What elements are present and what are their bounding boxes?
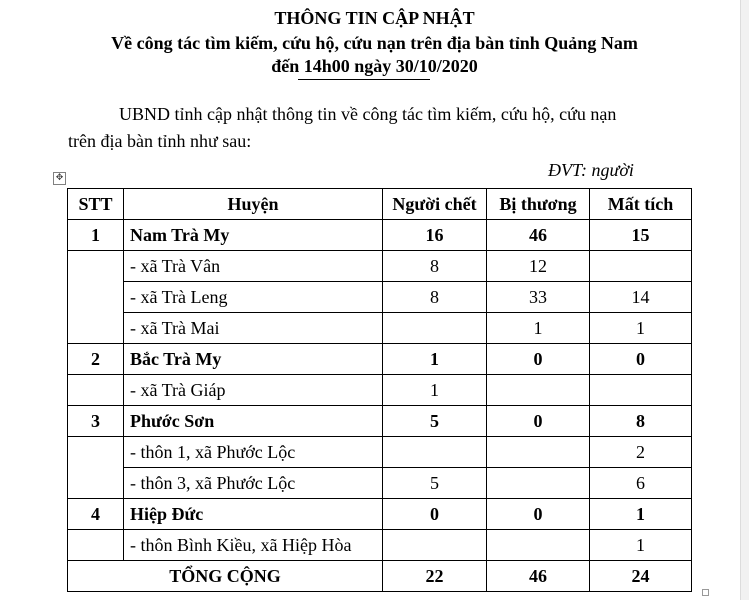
table-row xyxy=(68,468,692,499)
district-cell: Nam Trà My xyxy=(124,220,383,251)
injured-cell: 46 xyxy=(487,220,590,251)
missing-cell: 14 xyxy=(590,282,692,313)
stt-cell xyxy=(68,437,124,468)
district-cell: - thôn 1, xã Phước Lộc xyxy=(124,437,383,468)
district-cell: - xã Trà Mai xyxy=(124,313,383,344)
injured-cell: 0 xyxy=(487,406,590,437)
stt-cell xyxy=(68,313,124,344)
injured-cell xyxy=(487,375,590,406)
district-cell: - xã Trà Vân xyxy=(124,251,383,282)
stt-cell xyxy=(68,282,124,313)
total-row xyxy=(68,561,692,592)
total-injured: 46 xyxy=(487,561,590,592)
district-cell: Hiệp Đức xyxy=(124,499,383,530)
doc-subtitle: Về công tác tìm kiếm, cứu hộ, cứu nạn trên địa bàn tỉnh Quảng Nam xyxy=(111,33,638,53)
missing-cell: 15 xyxy=(590,220,692,251)
deaths-cell: 1 xyxy=(383,375,487,406)
table-row xyxy=(68,530,692,561)
deaths-cell: 8 xyxy=(383,251,487,282)
table-row xyxy=(68,375,692,406)
stt-cell xyxy=(68,375,124,406)
header-deaths: Người chết xyxy=(383,189,487,220)
casualty-table xyxy=(67,188,692,592)
total-deaths: 22 xyxy=(383,561,487,592)
unit-label: ĐVT: người xyxy=(548,160,634,180)
deaths-cell: 1 xyxy=(383,344,487,375)
deaths-cell: 5 xyxy=(383,468,487,499)
district-cell: - xã Trà Giáp xyxy=(124,375,383,406)
table-row xyxy=(68,313,692,344)
header-district: Huyện xyxy=(124,189,383,220)
header-injured: Bị thương xyxy=(487,189,590,220)
stt-cell: 3 xyxy=(68,406,124,437)
district-cell: - thôn 3, xã Phước Lộc xyxy=(124,468,383,499)
injured-cell xyxy=(487,530,590,561)
table-row xyxy=(68,220,692,251)
title-underline xyxy=(298,79,430,80)
header-stt: STT xyxy=(68,189,124,220)
stt-cell: 1 xyxy=(68,220,124,251)
district-cell: - thôn Bình Kiều, xã Hiệp Hòa xyxy=(124,530,383,561)
intro-line-2: trên địa bàn tỉnh như sau: xyxy=(68,131,252,151)
injured-cell: 12 xyxy=(487,251,590,282)
table-resize-handle[interactable] xyxy=(702,589,709,596)
district-cell: Phước Sơn xyxy=(124,406,383,437)
missing-cell xyxy=(590,375,692,406)
missing-cell: 1 xyxy=(590,530,692,561)
missing-cell: 0 xyxy=(590,344,692,375)
deaths-cell: 0 xyxy=(383,499,487,530)
header-missing: Mất tích xyxy=(590,189,692,220)
stt-cell xyxy=(68,530,124,561)
deaths-cell: 16 xyxy=(383,220,487,251)
stt-cell xyxy=(68,468,124,499)
table-row xyxy=(68,499,692,530)
table-row xyxy=(68,406,692,437)
deaths-cell: 8 xyxy=(383,282,487,313)
stt-cell: 4 xyxy=(68,499,124,530)
table-header-row xyxy=(68,189,692,220)
injured-cell: 1 xyxy=(487,313,590,344)
injured-cell xyxy=(487,437,590,468)
table-row xyxy=(68,344,692,375)
stt-cell: 2 xyxy=(68,344,124,375)
missing-cell: 1 xyxy=(590,499,692,530)
total-missing: 24 xyxy=(590,561,692,592)
intro-line-1: UBND tỉnh cập nhật thông tin về công tác tìm kiếm, cứu hộ, cứu nạn xyxy=(119,104,617,124)
total-label: TỔNG CỘNG xyxy=(68,561,383,592)
table-move-handle-icon[interactable]: ✥ xyxy=(53,172,66,185)
injured-cell: 33 xyxy=(487,282,590,313)
missing-cell: 8 xyxy=(590,406,692,437)
missing-cell xyxy=(590,251,692,282)
injured-cell: 0 xyxy=(487,344,590,375)
district-cell: - xã Trà Leng xyxy=(124,282,383,313)
injured-cell: 0 xyxy=(487,499,590,530)
deaths-cell xyxy=(383,530,487,561)
missing-cell: 1 xyxy=(590,313,692,344)
deaths-cell xyxy=(383,313,487,344)
page-right-edge xyxy=(740,0,749,600)
deaths-cell: 5 xyxy=(383,406,487,437)
missing-cell: 2 xyxy=(590,437,692,468)
missing-cell: 6 xyxy=(590,468,692,499)
table-row xyxy=(68,251,692,282)
table-row xyxy=(68,437,692,468)
doc-title: THÔNG TIN CẬP NHẬT xyxy=(274,8,475,28)
stt-cell xyxy=(68,251,124,282)
doc-date-line: đến 14h00 ngày 30/10/2020 xyxy=(271,56,478,76)
table-row xyxy=(68,282,692,313)
district-cell: Bắc Trà My xyxy=(124,344,383,375)
injured-cell xyxy=(487,468,590,499)
deaths-cell xyxy=(383,437,487,468)
